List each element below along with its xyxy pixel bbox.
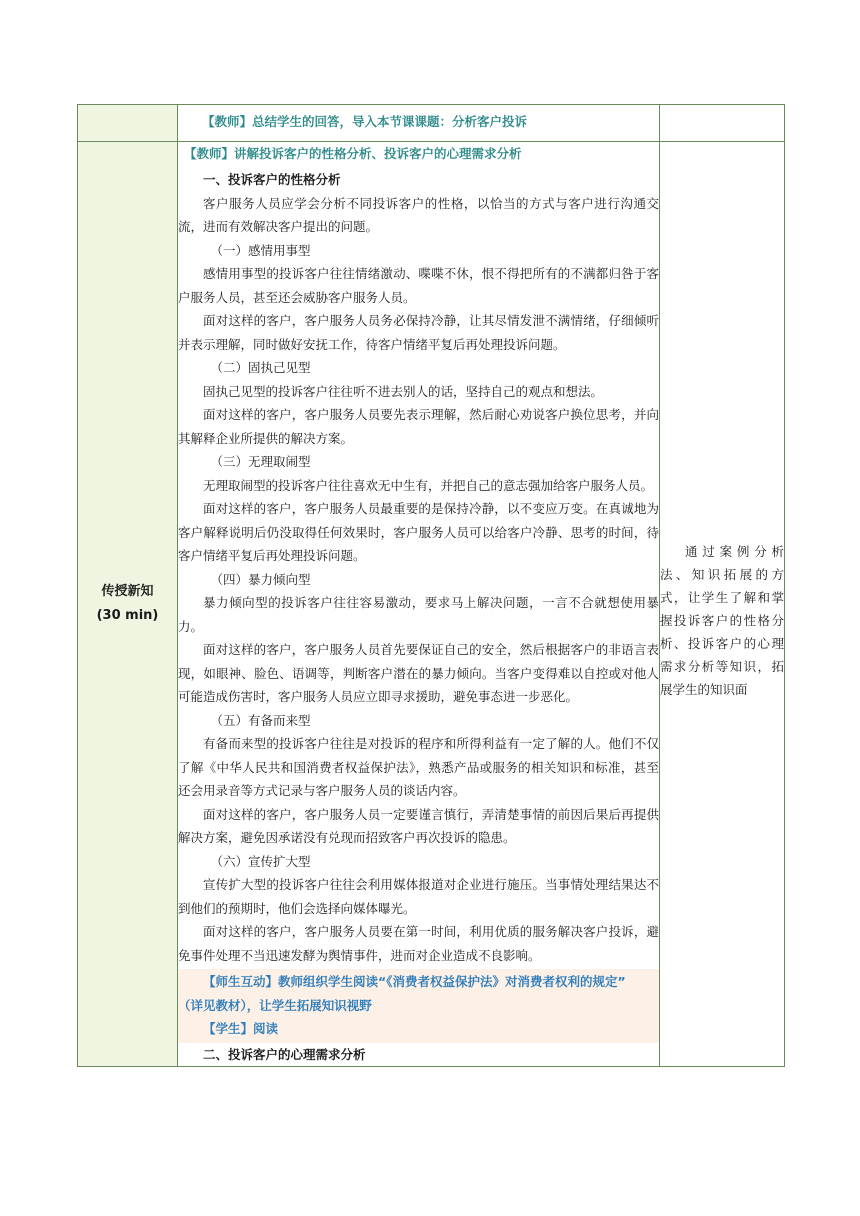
table-row (78, 105, 785, 142)
paragraph: 感情用事型的投诉客户往往情绪激动、喋喋不休，恨不得把所有的不满都归咎于客户服务人员，甚至还会威胁客户服务人员。 (178, 266, 659, 305)
section-content-cell (178, 142, 660, 1067)
row-label-cell (78, 105, 178, 142)
paragraph: 客户服务人员应学会分析不同投诉客户的性格，以恰当的方式与客户进行沟通交流，进而有效解决客户提出的问题。 (178, 195, 659, 234)
subsection-heading: （五）有备而来型 (210, 712, 311, 728)
paragraph: 面对这样的客户，客户服务人员要先表示理解，然后耐心劝说客户换位思考，并向其解释企业所提供的解决方案。 (178, 407, 659, 446)
subsection-heading: （二）固执己见型 (210, 360, 311, 375)
section-label-cell (78, 142, 178, 1067)
paragraph: 面对这样的客户，客户服务人员一定要谨言慎行，弄清楚事情的前因后果后再提供解决方案，避免因承诺没有兑现而招致客户再次投诉的隐患。 (178, 806, 659, 845)
paragraph: 有备而来型的投诉客户往往是对投诉的程序和所得利益有一定了解的人。他们不仅了解《中华人民共和国消费者权益保护法》，熟悉产品或服务的相关知识和标准，甚至还会用录音等方式记录与客户服务人员的谈话内容。 (178, 736, 659, 798)
subsection-heading: （六）宣传扩大型 (210, 853, 311, 869)
paragraph: 无理取闹型的投诉客户往往喜欢无中生有，并把自己的意志强加给客户服务人员。 (203, 477, 654, 493)
section-label: 传授新知 (101, 584, 154, 599)
subsection-heading: （三）无理取闹型 (210, 454, 311, 469)
paragraph: 宣传扩大型的投诉客户往往会利用媒体报道对企业进行施压。当事情处理结果达不到他们的预期时，他们会选择向媒体曝光。 (178, 877, 659, 916)
row-content-cell (178, 105, 660, 142)
paragraph: 固执己见型的投诉客户往往听不进去别人的话，坚持自己的观点和想法。 (203, 383, 604, 399)
content-paragraphs (178, 168, 659, 967)
paragraph: 面对这样的客户，客户服务人员要在第一时间，利用优质的服务解决客户投诉，避免事件处理不当迅速发酵为舆情事件，进而对企业造成不良影响。 (178, 924, 659, 963)
subsection-heading: （四）暴力倾向型 (210, 571, 311, 587)
section-heading: 二、投诉客户的心理需求分析 (203, 1046, 366, 1062)
paragraph: 面对这样的客户，客户服务人员首先要保证自己的安全，然后根据客户的非语言表现，如眼神、脸色、语调等，判断客户潜在的暴力倾向。当客户变得难以自控或对他人可能造成伤害时，客户服务人员应立即寻求援助，避免事态进一步恶化。 (178, 642, 659, 704)
section-duration: (30 min) (96, 608, 159, 623)
table-row (78, 142, 785, 1067)
subsection-heading: （一）感情用事型 (210, 242, 311, 258)
lesson-table (77, 104, 785, 1067)
teacher-intro: 【教师】讲解投诉客户的性格分析、投诉客户的心理需求分析 (184, 146, 522, 161)
teacher-summary: 【教师】总结学生的回答，导入本节课课题：分析客户投诉 (202, 114, 528, 129)
student-line: 【学生】阅读 (203, 1021, 279, 1036)
interaction-line: （详见教材），让学生拓展知识视野 (178, 997, 372, 1013)
interaction-block (178, 969, 659, 1043)
row-note-cell (660, 105, 785, 142)
paragraph: 面对这样的客户，客户服务人员务必保持冷静，让其尽情发泄不满情绪，仔细倾听并表示理解，同时做好安抚工作，待客户情绪平复后再处理投诉问题。 (178, 313, 659, 352)
section-heading: 一、投诉客户的性格分析 (203, 172, 341, 187)
goal-cell (660, 142, 785, 1067)
paragraph: 暴力倾向型的投诉客户往往容易激动，要求马上解决问题，一言不合就想使用暴力。 (178, 595, 659, 634)
interaction-line: 【师生互动】教师组织学生阅读“《消费者权益保护法》对消费者权利的规定” (203, 974, 626, 989)
teaching-goal: 通过案例分析法、知识拓展的方式，让学生了解和掌握投诉客户的性格分析、投诉客户的心理需求分析等知识，拓展学生的知识面 (660, 543, 784, 697)
paragraph: 面对这样的客户，客户服务人员最重要的是保持冷静，以不变应万变。在真诚地为客户解释说明后仍没取得任何效果时，客户服务人员可以给客户冷静、思考的时间，待客户情绪平复后再处理投诉问题。 (178, 501, 659, 563)
